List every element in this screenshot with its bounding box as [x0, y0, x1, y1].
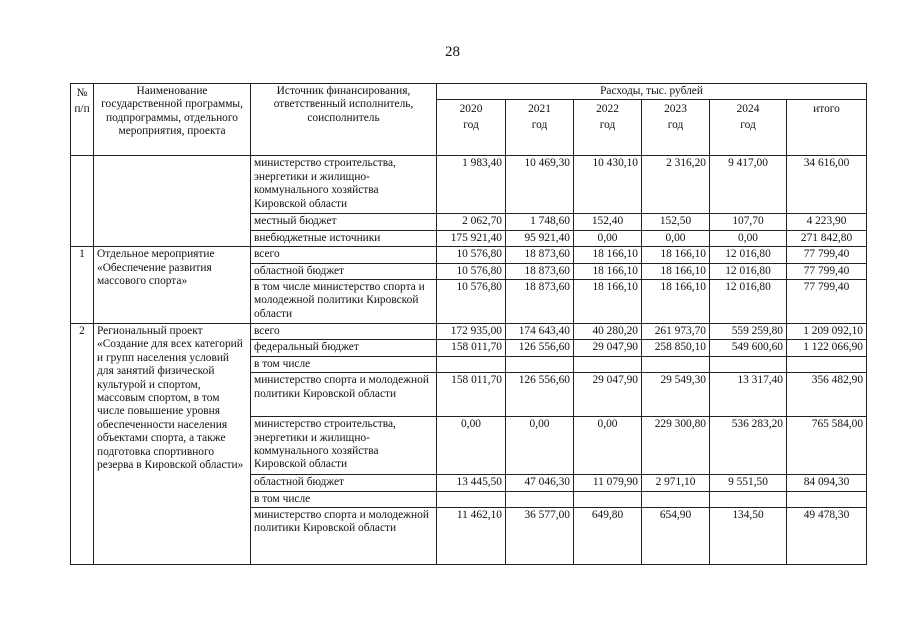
value-2020: 13 445,50	[437, 475, 506, 491]
header-year-2021: 2021 год	[506, 100, 574, 156]
source-cell: областной бюджет	[251, 263, 437, 279]
header-name: Наименование государственной программы, подпрограммы, отдельного мероприятия, проекта	[94, 84, 251, 156]
value-2020: 10 576,80	[437, 280, 506, 324]
value-2020: 10 576,80	[437, 263, 506, 279]
value-2021	[506, 491, 574, 507]
value-total: 77 799,40	[787, 280, 867, 324]
header-year-2020: 2020 год	[437, 100, 506, 156]
value-2023: 18 166,10	[642, 247, 710, 263]
header-year-2024: 2024 год	[710, 100, 787, 156]
value-2023: 18 166,10	[642, 263, 710, 279]
header-no: № п/п	[71, 84, 94, 156]
value-2023: 0,00	[642, 230, 710, 246]
value-2024: 9 417,00	[710, 156, 787, 214]
value-2024: 536 283,20	[710, 417, 787, 475]
value-2021: 36 577,00	[506, 508, 574, 565]
table-row	[71, 247, 867, 263]
value-2020: 158 011,70	[437, 373, 506, 417]
source-cell: министерство спорта и молодежной политики Кировской области	[251, 373, 437, 417]
value-total: 49 478,30	[787, 508, 867, 565]
value-2023: 2 316,20	[642, 156, 710, 214]
value-total	[787, 356, 867, 372]
value-2022: 18 166,10	[574, 280, 642, 324]
source-cell: в том числе министерство спорта и молодежной политики Кировской области	[251, 280, 437, 324]
value-2024: 559 259,80	[710, 324, 787, 340]
value-2024: 0,00	[710, 230, 787, 246]
value-2020: 11 462,10	[437, 508, 506, 565]
table-row	[71, 156, 867, 214]
value-2022: 40 280,20	[574, 324, 642, 340]
value-2022: 29 047,90	[574, 373, 642, 417]
row-name-cell: Региональный проект «Создание для всех категорий и групп населения условий для занятий физической культурой и спортом, массовым спортом, в том числе повышение уровня обеспеченности населения объектами спорта, а также подготовка спортивного резерва в Кировской области»	[94, 324, 251, 565]
value-2022: 649,80	[574, 508, 642, 565]
value-2024: 12 016,80	[710, 280, 787, 324]
value-2022: 0,00	[574, 230, 642, 246]
source-cell: всего	[251, 324, 437, 340]
value-2020: 1 983,40	[437, 156, 506, 214]
value-2021: 95 921,40	[506, 230, 574, 246]
value-total: 1 209 092,10	[787, 324, 867, 340]
value-2021: 10 469,30	[506, 156, 574, 214]
value-2022: 0,00	[574, 417, 642, 475]
value-2020: 2 062,70	[437, 214, 506, 230]
value-2024: 12 016,80	[710, 263, 787, 279]
source-cell: в том числе	[251, 491, 437, 507]
value-2020: 10 576,80	[437, 247, 506, 263]
value-2023	[642, 356, 710, 372]
row-name-cell: Отдельное мероприятие «Обеспечение развития массового спорта»	[94, 247, 251, 324]
value-2023: 18 166,10	[642, 280, 710, 324]
value-2021: 126 556,60	[506, 373, 574, 417]
table-row	[71, 324, 867, 340]
value-2022: 10 430,10	[574, 156, 642, 214]
source-cell: министерство спорта и молодежной политики Кировской области	[251, 508, 437, 565]
source-cell: министерство строительства, энергетики и жилищно-коммунального хозяйства Кировской области	[251, 156, 437, 214]
value-total: 34 616,00	[787, 156, 867, 214]
value-2022	[574, 491, 642, 507]
value-total: 271 842,80	[787, 230, 867, 246]
value-2021: 1 748,60	[506, 214, 574, 230]
value-total	[787, 491, 867, 507]
value-2023: 258 850,10	[642, 340, 710, 356]
value-2024: 549 600,60	[710, 340, 787, 356]
row-name-cell	[94, 156, 251, 247]
value-total: 77 799,40	[787, 247, 867, 263]
value-2024: 134,50	[710, 508, 787, 565]
source-cell: внебюджетные источники	[251, 230, 437, 246]
source-cell: министерство строительства, энергетики и жилищно-коммунального хозяйства Кировской области	[251, 417, 437, 475]
source-cell: областной бюджет	[251, 475, 437, 491]
row-no-cell	[71, 156, 94, 247]
header-total: итого	[787, 100, 867, 156]
row-no-cell: 1	[71, 247, 94, 324]
value-2024	[710, 491, 787, 507]
value-total: 77 799,40	[787, 263, 867, 279]
value-2023	[642, 491, 710, 507]
source-cell: в том числе	[251, 356, 437, 372]
value-2023: 152,50	[642, 214, 710, 230]
page-number: 28	[445, 44, 460, 60]
source-cell: федеральный бюджет	[251, 340, 437, 356]
header-expenses: Расходы, тыс. рублей	[437, 84, 867, 100]
budget-table	[70, 83, 867, 565]
header-source: Источник финансирования, ответственный исполнитель, соисполнитель	[251, 84, 437, 156]
value-2023: 261 973,70	[642, 324, 710, 340]
value-2023: 2 971,10	[642, 475, 710, 491]
value-total: 1 122 066,90	[787, 340, 867, 356]
value-2023: 29 549,30	[642, 373, 710, 417]
value-total: 765 584,00	[787, 417, 867, 475]
value-2023: 654,90	[642, 508, 710, 565]
source-cell: местный бюджет	[251, 214, 437, 230]
value-2024	[710, 356, 787, 372]
value-2024: 12 016,80	[710, 247, 787, 263]
value-2024: 9 551,50	[710, 475, 787, 491]
value-2021: 126 556,60	[506, 340, 574, 356]
value-2022: 18 166,10	[574, 263, 642, 279]
value-2021: 47 046,30	[506, 475, 574, 491]
value-2022: 152,40	[574, 214, 642, 230]
value-2023: 229 300,80	[642, 417, 710, 475]
row-no-cell: 2	[71, 324, 94, 565]
value-2021: 18 873,60	[506, 247, 574, 263]
value-total: 84 094,30	[787, 475, 867, 491]
header-row-top	[71, 84, 867, 100]
value-2021	[506, 356, 574, 372]
source-cell: всего	[251, 247, 437, 263]
value-2020	[437, 491, 506, 507]
value-2021: 174 643,40	[506, 324, 574, 340]
value-2020: 0,00	[437, 417, 506, 475]
value-2024: 107,70	[710, 214, 787, 230]
value-total: 356 482,90	[787, 373, 867, 417]
value-2022: 18 166,10	[574, 247, 642, 263]
value-2021: 18 873,60	[506, 263, 574, 279]
value-2020: 158 011,70	[437, 340, 506, 356]
value-2024: 13 317,40	[710, 373, 787, 417]
value-2020: 172 935,00	[437, 324, 506, 340]
value-2021: 0,00	[506, 417, 574, 475]
value-2022: 29 047,90	[574, 340, 642, 356]
value-2021: 18 873,60	[506, 280, 574, 324]
header-year-2023: 2023 год	[642, 100, 710, 156]
value-2020	[437, 356, 506, 372]
value-2020: 175 921,40	[437, 230, 506, 246]
value-2022: 11 079,90	[574, 475, 642, 491]
value-2022	[574, 356, 642, 372]
header-year-2022: 2022 год	[574, 100, 642, 156]
value-total: 4 223,90	[787, 214, 867, 230]
